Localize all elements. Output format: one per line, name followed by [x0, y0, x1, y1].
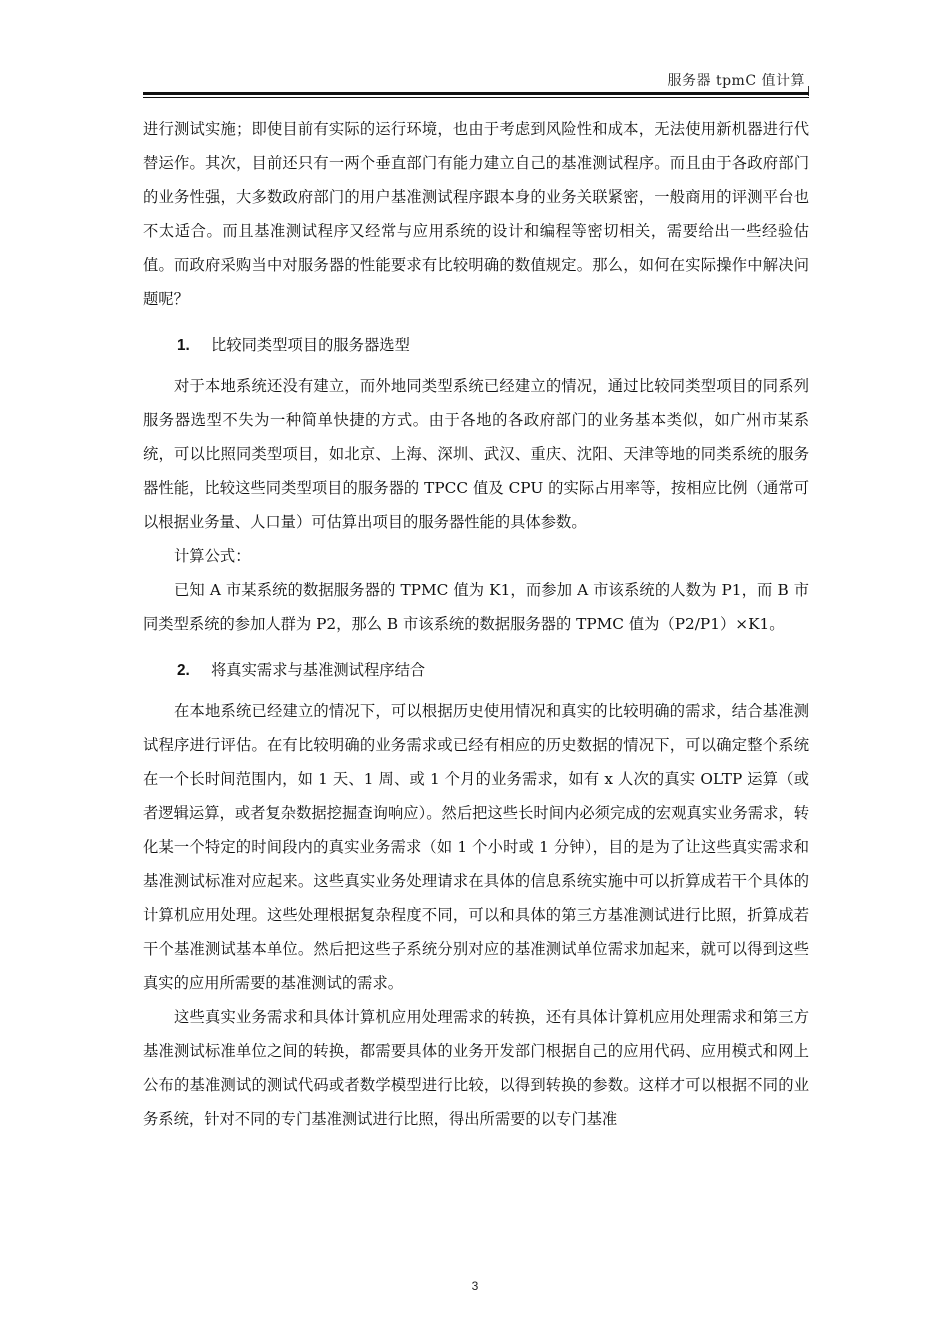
section-title-2: 将真实需求与基准测试程序结合 [211, 661, 426, 679]
section-heading-1 [143, 316, 809, 369]
intro-paragraph: 进行测试实施；即使目前有实际的运行环境，也由于考虑到风险性和成本，无法使用新机器进行代替运作。其次，目前还只有一两个垂直部门有能力建立自己的基准测试程序。而且由于各政府部门的业务性强，大多数政府部门的用户基准测试程序跟本身的业务关联紧密，一般商用的评测平台也不太适合。而且基准测试程序又经常与应用系统的设计和编程等密切相关，需要给出一些经验估值。而政府采购当中对服务器的性能要求有比较明确的数值规定。那么，如何在实际操作中解决问题呢？ [143, 120, 809, 308]
section-number-2: 2. [177, 662, 190, 679]
page-header [143, 66, 809, 92]
section1-formula-label: 计算公式： [174, 547, 251, 565]
section2-paragraph-1: 在本地系统已经建立的情况下，可以根据历史使用情况和真实的比较明确的需求，结合基准测试程序进行评估。在有比较明确的业务需求或已经有相应的历史数据的情况下，可以确定整个系统在一个长时间范围内，如 1 天、1 周、或 1 个月的业务需求，如有 x 人次的真实 OLTP 运算（或者逻辑运算，或者复杂数据挖掘查询响应）。然后把这些长时间内必须完成的宏观真实业务需求，转化某一个特定的时间段内的真实业务需求（如 1 个小时或 1 分钟），目的是为了让这些真实需求和基准测试标准对应起来。这些真实业务处理请求在具体的信息系统实施中可以折算成若干个具体的计算机应用处理。这些处理根据复杂程度不同，可以和具体的第三方基准测试进行比照，折算成若干个基准测试基本单位。然后把这些子系统分别对应的基准测试单位需求加起来，就可以得到这些真实的应用所需要的基准测试的需求。 [143, 702, 809, 992]
header-rule-thin [143, 97, 809, 98]
page-number: 3 [471, 1279, 479, 1293]
section-heading-2 [143, 641, 809, 694]
header-title: 服务器 tpmC 值计算 [667, 73, 805, 89]
section-title-1: 比较同类型项目的服务器选型 [211, 336, 410, 354]
section1-formula: 已知 A 市某系统的数据服务器的 TPMC 值为 K1，而参加 A 市该系统的人数为 P1，而 B 市同类型系统的参加人群为 P2，那么 B 市该系统的数据服务器的 TPMC 值为（P2/P1）×K1。 [143, 581, 809, 633]
header-rule-thick [143, 92, 809, 95]
section-number-1: 1. [177, 337, 190, 354]
document-body [143, 112, 809, 1136]
section2-paragraph-2: 这些真实业务需求和具体计算机应用处理需求的转换，还有具体计算机应用处理需求和第三方基准测试标准单位之间的转换，都需要具体的业务开发部门根据自己的应用代码、应用模式和网上公布的基准测试的测试代码或者数学模型进行比较，以得到转换的参数。这样才可以根据不同的业务系统，针对不同的专门基准测试进行比照，得出所需要的以专门基准 [143, 1008, 809, 1128]
section1-paragraph-1: 对于本地系统还没有建立，而外地同类型系统已经建立的情况，通过比较同类型项目的同系列服务器选型不失为一种简单快捷的方式。由于各地的各政府部门的业务基本类似，如广州市某系统，可以比照同类型项目，如北京、上海、深圳、武汉、重庆、沈阳、天津等地的同类系统的服务器性能，比较这些同类型项目的服务器的 TPCC 值及 CPU 的实际占用率等，按相应比例（通常可以根据业务量、人口量）可估算出项目的服务器性能的具体参数。 [143, 377, 809, 531]
